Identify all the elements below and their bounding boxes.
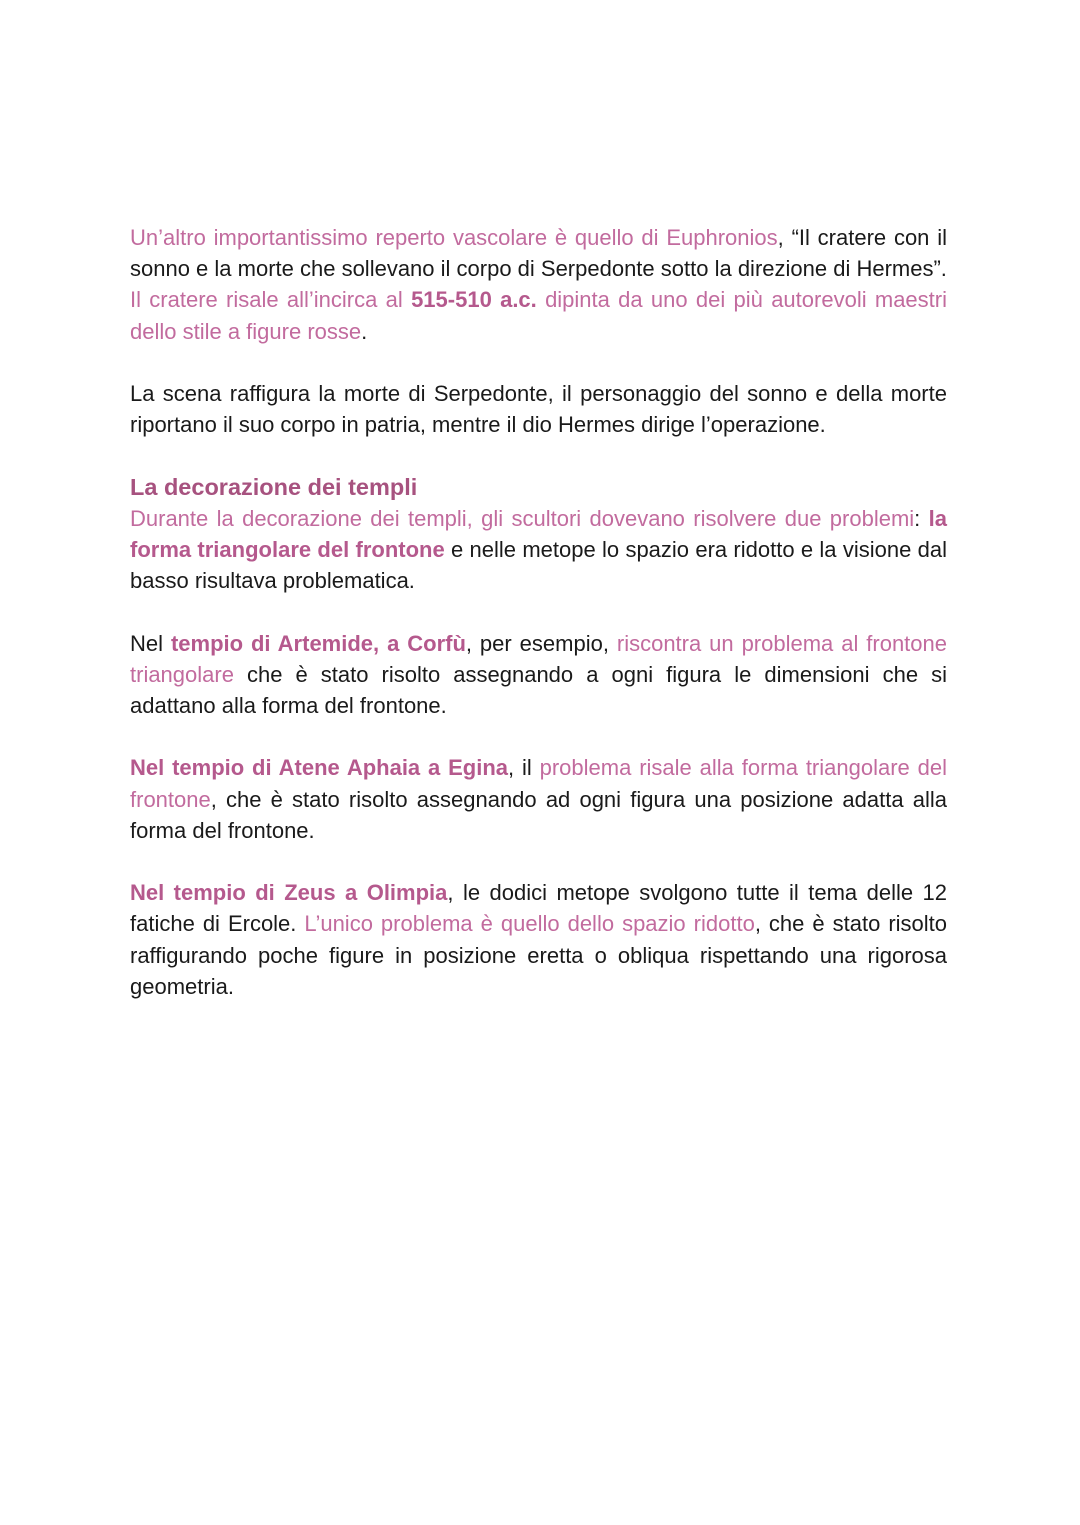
body-text: , che è stato risolto assegnando ad ogni figura una posizione adatta alla forma del frontone. (130, 786, 947, 843)
highlight-text: L’unico problema è quello dello spazio ridotto (304, 911, 755, 937)
section-heading: La decorazione dei templi (130, 473, 418, 500)
highlight-text: dipinta da uno dei più autorevoli maestri dello stile a figure rosse (130, 287, 947, 344)
paragraph-artemide (130, 628, 947, 722)
body-text: La scena raffigura la morte di Serpedonte, il personaggio del sonno e della morte riportano il suo corpo in patria, mentre il dio Hermes dirige l’operazione. (130, 381, 947, 438)
body-text: e nelle metope lo spazio era ridotto e la visione dal basso risultava problematica. (130, 537, 947, 594)
emphasis-text: tempio di Artemide, a Corfù (170, 630, 466, 656)
highlight-text: Il cratere risale all’incirca al (130, 287, 412, 313)
document-page (130, 222, 947, 1033)
body-text: Nel (130, 630, 171, 656)
highlight-text: problema risale alla forma triangolare del frontone (130, 755, 947, 812)
emphasis-text: Nel tempio di Atene Aphaia a Egina (130, 755, 509, 781)
paragraph-scena (130, 378, 947, 440)
paragraph-decorazione (130, 503, 947, 597)
body-text: , il (508, 755, 540, 781)
body-text: , per esempio, (465, 630, 617, 656)
paragraph-zeus (130, 877, 947, 1002)
body-text: . (361, 318, 368, 344)
highlight-text: Un’altro importantissimo reperto vascolare è quello di Euphronios (130, 225, 778, 250)
highlight-text: riscontra un problema al frontone triangolare (130, 630, 948, 687)
highlight-text: Durante la decorazione dei templi, gli scultori dovevano risolvere due problemi (130, 505, 915, 531)
body-text: , che è stato risolto raffigurando poche figure in posizione eretta o obliqua rispettando una rigorosa geometria. (130, 911, 948, 999)
date-text: 515-510 a.c. (411, 287, 537, 313)
body-text: : (914, 505, 929, 531)
paragraph-cratere-date (130, 284, 947, 346)
body-text: , “Il cratere con il sonno e la morte che sollevano il corpo di Serpedonte sotto la direzione di Hermes”. (130, 225, 947, 282)
body-text: , le dodici metope svolgono tutte il tema delle 12 fatiche di Ercole. (130, 880, 947, 937)
paragraph-aphaia (130, 752, 947, 846)
body-text: che è stato risolto assegnando a ogni figura le dimensioni che si adattano alla forma del frontone. (130, 661, 947, 718)
emphasis-text: la forma triangolare del frontone (130, 505, 947, 562)
paragraph-euphronios (130, 222, 947, 284)
emphasis-text: Nel tempio di Zeus a Olimpia (130, 880, 448, 906)
